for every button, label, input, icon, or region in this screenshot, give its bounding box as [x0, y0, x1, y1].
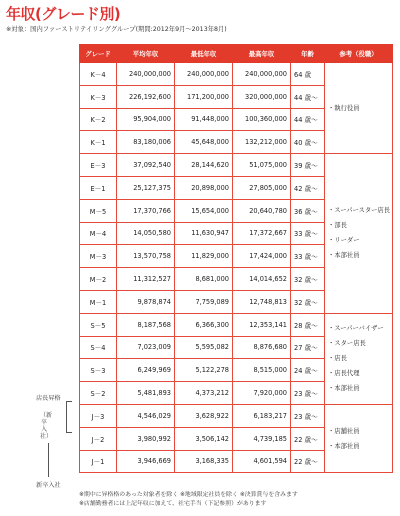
- grade-cell: K－4: [80, 63, 117, 86]
- new-grad-label: （新卒入社）: [40, 412, 53, 440]
- store-manager-promotion-label: 店長昇格: [36, 395, 61, 402]
- min-salary-cell: 11,829,000: [175, 245, 233, 268]
- role-note: ・本部社員: [328, 442, 360, 450]
- footnote-line: ※店舗勤務者には上記年収に加えて、社宅手当（下記参照）があります: [79, 501, 267, 507]
- age-cell: 28 歳～: [291, 313, 325, 336]
- grade-cell: K－2: [80, 108, 117, 131]
- role-note: ・本部社員: [328, 385, 360, 393]
- grade-cell: M－4: [80, 222, 117, 245]
- age-cell: 32 歳～: [291, 290, 325, 313]
- max-salary-cell: 132,212,000: [233, 131, 291, 154]
- min-salary-cell: 8,681,000: [175, 268, 233, 291]
- min-salary-cell: 240,000,000: [175, 63, 233, 86]
- max-salary-cell: 27,805,000: [233, 176, 291, 199]
- max-salary-cell: 14,014,652: [233, 268, 291, 291]
- age-cell: 42 歳～: [291, 176, 325, 199]
- min-salary-cell: 11,630,947: [175, 222, 233, 245]
- grade-cell: E－3: [80, 154, 117, 177]
- age-cell: 40 歳～: [291, 131, 325, 154]
- column-header: グレード: [80, 45, 117, 63]
- age-cell: 32 歳～: [291, 268, 325, 291]
- min-salary-cell: 7,759,089: [175, 290, 233, 313]
- min-salary-cell: 28,144,620: [175, 154, 233, 177]
- role-note: ・本部社員: [328, 252, 360, 260]
- age-cell: 24 歳～: [291, 359, 325, 382]
- avg-salary-cell: 37,092,540: [117, 154, 175, 177]
- role-note: ・スター店長: [328, 340, 366, 348]
- column-header: 最低年収: [175, 45, 233, 63]
- min-salary-cell: 5,595,082: [175, 336, 233, 359]
- age-cell: 27 歳～: [291, 336, 325, 359]
- role-note: ・リーダー: [328, 237, 360, 245]
- avg-salary-cell: 13,570,758: [117, 245, 175, 268]
- avg-salary-cell: 226,192,600: [117, 85, 175, 108]
- role-note: ・店舗社員: [328, 427, 360, 435]
- avg-salary-cell: 14,050,580: [117, 222, 175, 245]
- max-salary-cell: 17,424,000: [233, 245, 291, 268]
- new-hire-label: 新卒入社: [36, 482, 61, 489]
- age-cell: 22 歳～: [291, 427, 325, 450]
- avg-salary-cell: 6,249,969: [117, 359, 175, 382]
- column-header: 参考（役職）: [325, 45, 393, 63]
- grade-cell: S－4: [80, 336, 117, 359]
- grade-cell: S－5: [80, 313, 117, 336]
- min-salary-cell: 3,506,142: [175, 427, 233, 450]
- avg-salary-cell: 5,481,893: [117, 382, 175, 405]
- role-note: ・スーパーバイザー: [328, 325, 384, 333]
- age-cell: 33 歳～: [291, 245, 325, 268]
- age-cell: 44 歳～: [291, 108, 325, 131]
- max-salary-cell: 8,876,680: [233, 336, 291, 359]
- min-salary-cell: 91,448,000: [175, 108, 233, 131]
- avg-salary-cell: 7,023,009: [117, 336, 175, 359]
- avg-salary-cell: 240,000,000: [117, 63, 175, 86]
- grade-cell: M－2: [80, 268, 117, 291]
- new-grad-line: [48, 443, 49, 477]
- footnotes: [79, 491, 298, 509]
- max-salary-cell: 20,640,780: [233, 199, 291, 222]
- column-header: 最高年収: [233, 45, 291, 63]
- min-salary-cell: 15,654,000: [175, 199, 233, 222]
- avg-salary-cell: 95,904,000: [117, 108, 175, 131]
- role-note: ・店長: [328, 355, 347, 363]
- min-salary-cell: 4,373,212: [175, 382, 233, 405]
- age-cell: 39 歳～: [291, 154, 325, 177]
- avg-salary-cell: 3,980,992: [117, 427, 175, 450]
- salary-table: [79, 44, 393, 473]
- grade-cell: J－1: [80, 450, 117, 473]
- page-subtitle: ※対象：国内ファーストリテイリンググループ(期間:2012年9月～2013年8月): [6, 26, 227, 33]
- age-cell: 36 歳～: [291, 199, 325, 222]
- min-salary-cell: 3,628,922: [175, 404, 233, 427]
- min-salary-cell: 3,168,335: [175, 450, 233, 473]
- role-note-cell: [325, 63, 393, 154]
- age-cell: 23 歳～: [291, 404, 325, 427]
- max-salary-cell: 12,353,141: [233, 313, 291, 336]
- page-title: 年収(グレード別): [6, 5, 121, 23]
- min-salary-cell: 6,366,300: [175, 313, 233, 336]
- avg-salary-cell: 4,546,029: [117, 404, 175, 427]
- role-note: ・部長: [328, 222, 347, 230]
- max-salary-cell: 6,183,217: [233, 404, 291, 427]
- min-salary-cell: 5,122,278: [175, 359, 233, 382]
- max-salary-cell: 7,920,000: [233, 382, 291, 405]
- column-header: 年齢: [291, 45, 325, 63]
- role-note: ・店長代理: [328, 370, 360, 378]
- grade-cell: J－2: [80, 427, 117, 450]
- age-cell: 64 歳: [291, 63, 325, 86]
- max-salary-cell: 51,075,000: [233, 154, 291, 177]
- grade-cell: M－1: [80, 290, 117, 313]
- grade-cell: S－2: [80, 382, 117, 405]
- age-cell: 33 歳～: [291, 222, 325, 245]
- grade-cell: K－1: [80, 131, 117, 154]
- column-header: 平均年収: [117, 45, 175, 63]
- promotion-bracket: [66, 401, 72, 433]
- max-salary-cell: 8,515,000: [233, 359, 291, 382]
- grade-cell: S－3: [80, 359, 117, 382]
- role-note-cell: [325, 404, 393, 472]
- max-salary-cell: 4,739,185: [233, 427, 291, 450]
- avg-salary-cell: 8,187,568: [117, 313, 175, 336]
- min-salary-cell: 45,648,000: [175, 131, 233, 154]
- grade-cell: M－5: [80, 199, 117, 222]
- min-salary-cell: 20,898,000: [175, 176, 233, 199]
- grade-cell: K－3: [80, 85, 117, 108]
- age-cell: 22 歳～: [291, 450, 325, 473]
- avg-salary-cell: 9,878,874: [117, 290, 175, 313]
- table-row: [80, 154, 393, 177]
- avg-salary-cell: 25,127,375: [117, 176, 175, 199]
- max-salary-cell: 12,748,813: [233, 290, 291, 313]
- table-row: [80, 404, 393, 427]
- grade-cell: E－1: [80, 176, 117, 199]
- role-note-cell: [325, 154, 393, 314]
- role-note-cell: [325, 313, 393, 404]
- footnote-line: ※期中に异格格のあった対象者を除く ※地域限定社員を除く ※決算賞与を含みます: [79, 492, 298, 498]
- avg-salary-cell: 17,370,766: [117, 199, 175, 222]
- avg-salary-cell: 3,946,669: [117, 450, 175, 473]
- grade-cell: M－3: [80, 245, 117, 268]
- max-salary-cell: 320,000,000: [233, 85, 291, 108]
- table-row: [80, 63, 393, 86]
- age-cell: 44 歳～: [291, 85, 325, 108]
- max-salary-cell: 4,601,594: [233, 450, 291, 473]
- avg-salary-cell: 11,312,527: [117, 268, 175, 291]
- avg-salary-cell: 83,180,006: [117, 131, 175, 154]
- max-salary-cell: 240,000,000: [233, 63, 291, 86]
- table-row: [80, 313, 393, 336]
- role-note: ・スーパースター店長: [328, 207, 391, 215]
- age-cell: 23 歳～: [291, 382, 325, 405]
- role-note: ・執行役員: [328, 104, 360, 112]
- grade-cell: J－3: [80, 404, 117, 427]
- max-salary-cell: 100,360,000: [233, 108, 291, 131]
- table-header-row: [80, 45, 393, 63]
- max-salary-cell: 17,372,667: [233, 222, 291, 245]
- min-salary-cell: 171,200,000: [175, 85, 233, 108]
